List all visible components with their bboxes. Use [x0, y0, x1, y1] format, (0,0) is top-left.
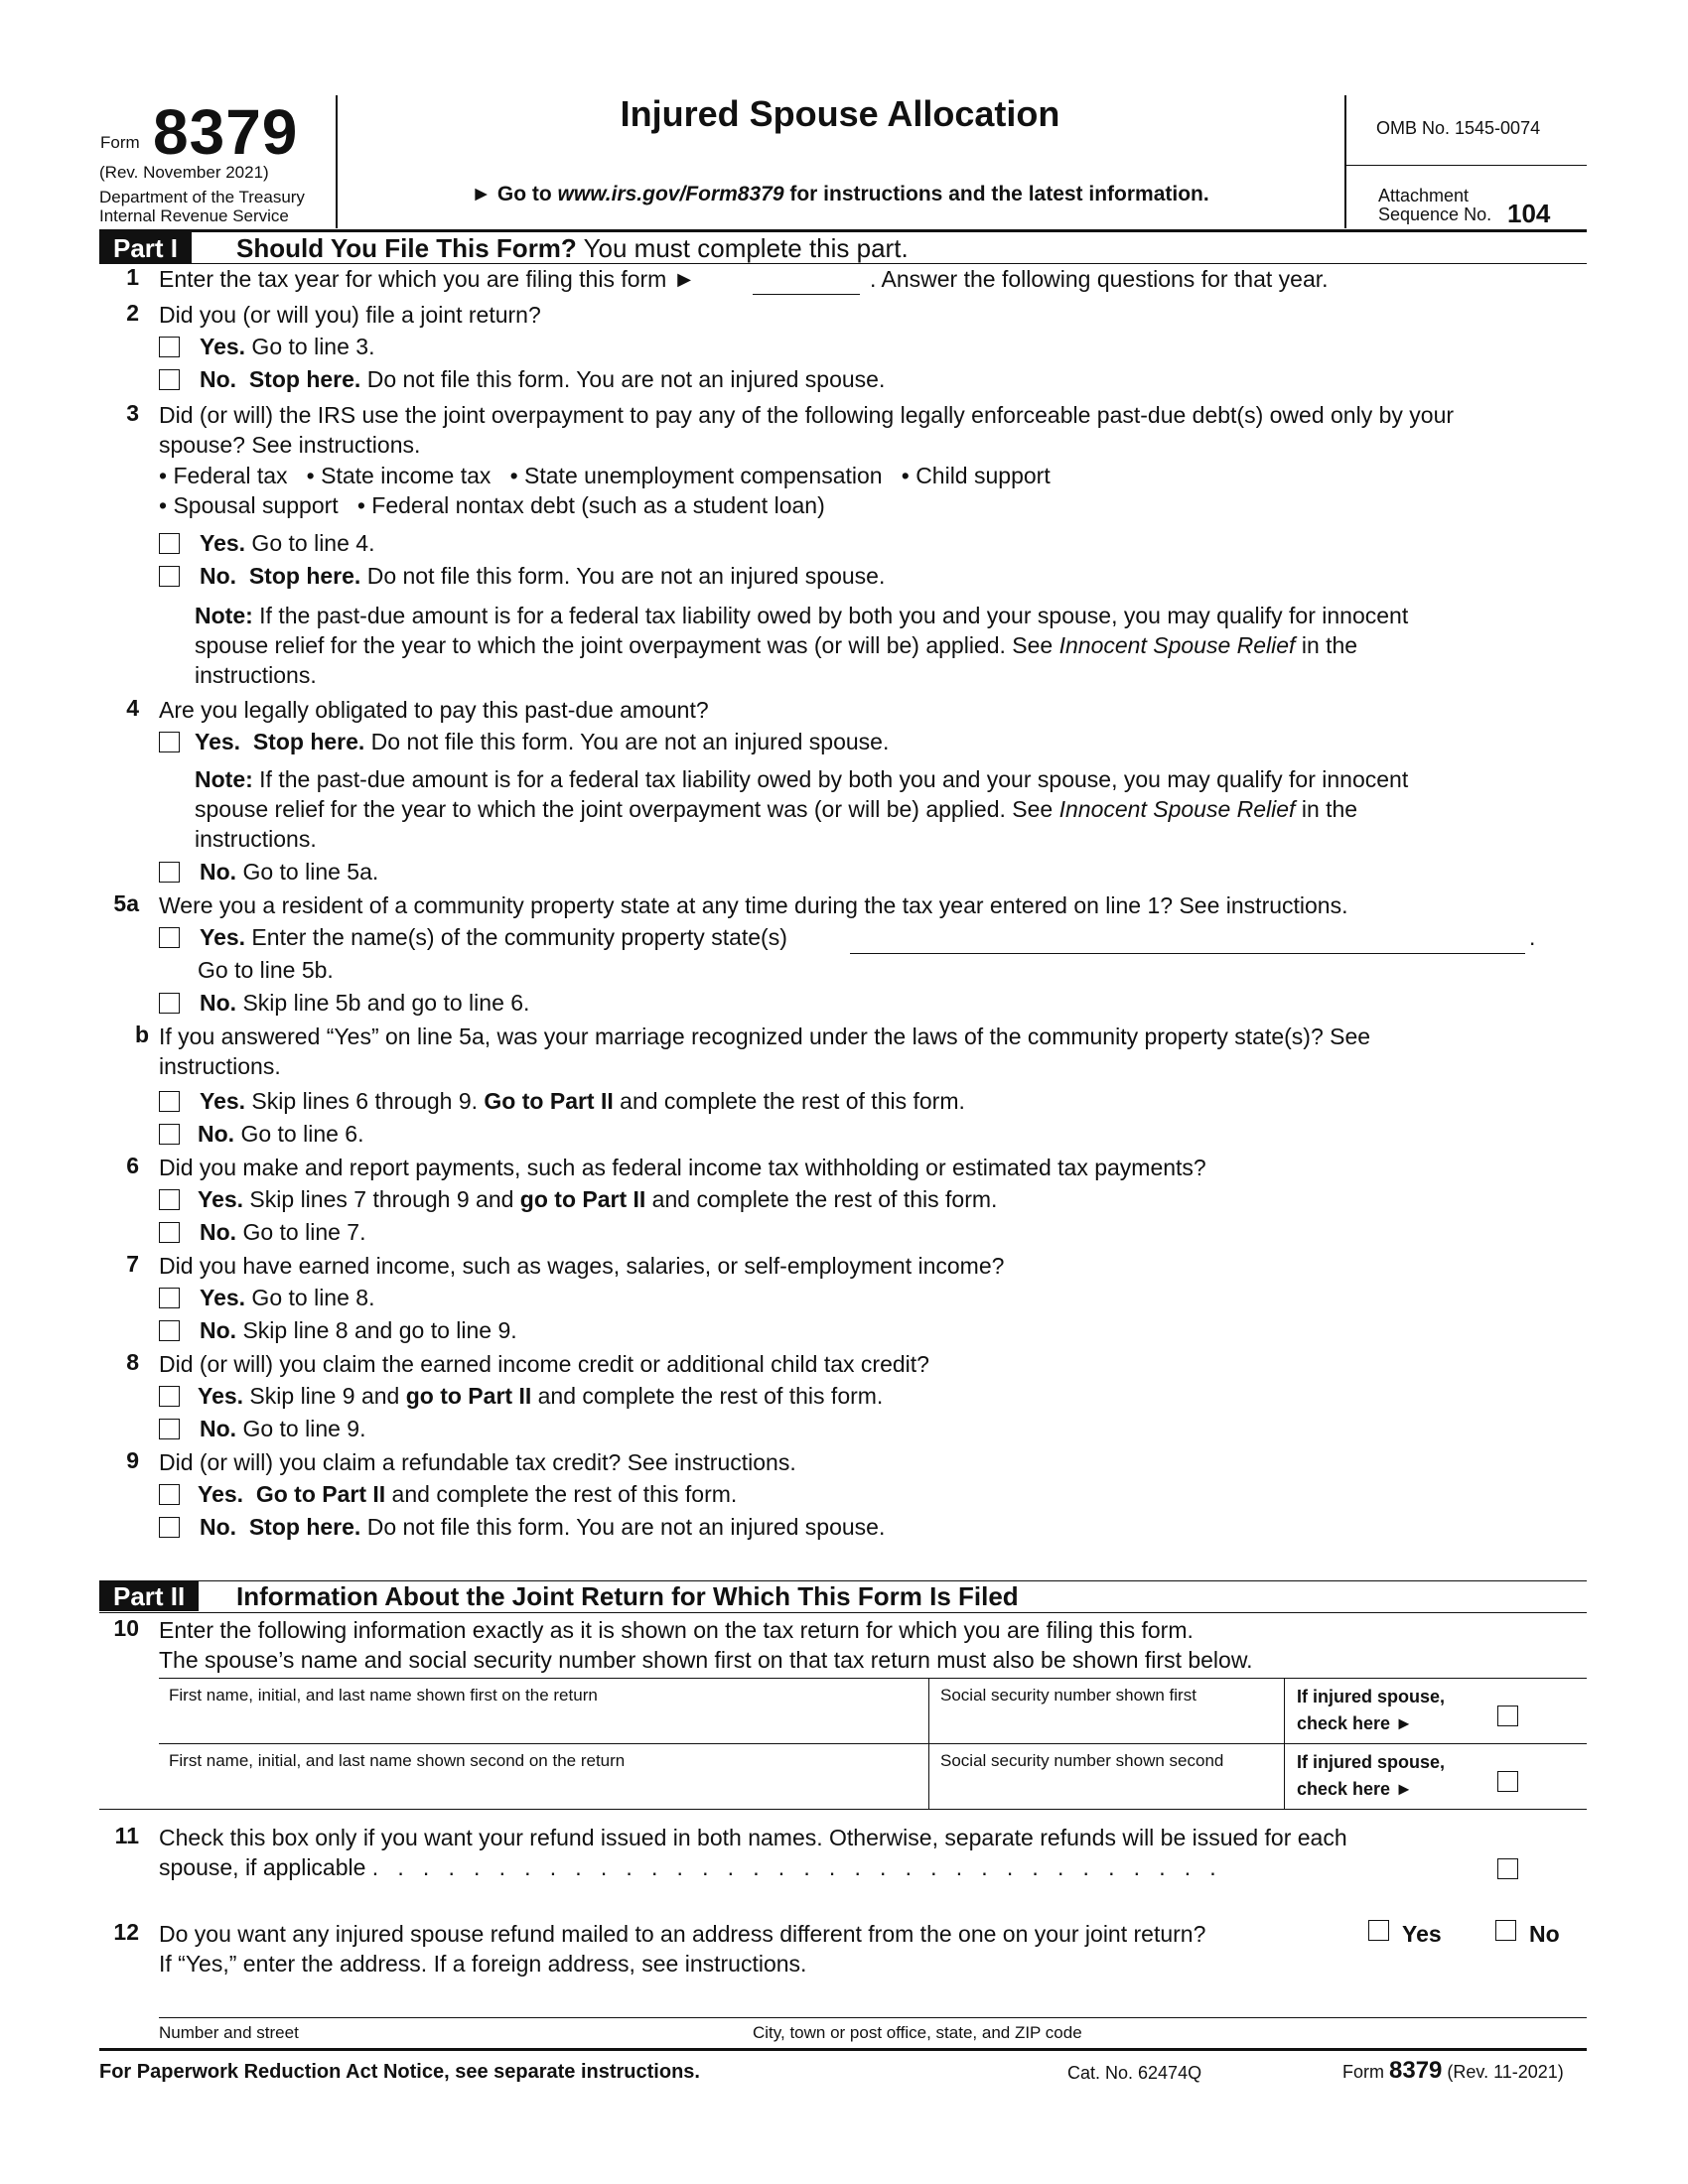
- q7-text: Did you have earned income, such as wages, salaries, or self-employment income?: [159, 1253, 1005, 1279]
- row1-ssn-label: Social security number shown first: [940, 1686, 1196, 1705]
- q12-text-line1: Do you want any injured spouse refund mailed to an address different from the one on your joint return?: [159, 1921, 1206, 1947]
- q6-yes-label: Yes. Skip lines 7 through 9 and go to Part II and complete the rest of this form.: [198, 1186, 998, 1212]
- first-spouse-ssn-input[interactable]: [940, 1709, 1278, 1741]
- q4-no-checkbox[interactable]: [159, 862, 180, 883]
- q3-note-line2: spouse relief for the year to which the joint overpayment was (or will be) applied. See Innocent Spouse Relief in the: [195, 632, 1358, 658]
- q7-yes-label: Yes. Go to line 8.: [200, 1285, 375, 1310]
- footer-rule: [99, 2048, 1587, 2051]
- q7-no-checkbox[interactable]: [159, 1320, 180, 1341]
- q6-text: Did you make and report payments, such as federal income tax withholding or estimated tax payments?: [159, 1155, 1206, 1180]
- q9-yes-label: Yes. Go to Part II and complete the rest of this form.: [198, 1481, 738, 1507]
- city-state-zip-input[interactable]: [753, 1985, 1571, 2017]
- footer-form-id: Form 8379 (Rev. 11-2021): [1342, 2057, 1564, 2084]
- catalog-number: Cat. No. 62474Q: [1067, 2063, 1202, 2083]
- q3-debt-list-2: • Spousal support • Federal nontax debt (such as a student loan): [159, 492, 825, 518]
- q1-text: Enter the tax year for which you are filing this form ►: [159, 266, 696, 292]
- q5a-yes-checkbox[interactable]: [159, 927, 180, 948]
- q8-number: 8: [126, 1349, 139, 1375]
- part1-title: [236, 232, 909, 264]
- q2-no-label: No. Stop here. Do not file this form. You are not an injured spouse.: [200, 366, 886, 392]
- q10-table-top-rule: [159, 1678, 1587, 1679]
- q4-no-label: No. Go to line 5a.: [200, 859, 379, 885]
- q2-yes-checkbox[interactable]: [159, 337, 180, 357]
- row1-injured-label: If injured spouse, check here ►: [1297, 1687, 1446, 1733]
- sequence-number: 104: [1507, 199, 1551, 228]
- row1-name-label: First name, initial, and last name shown first on the return: [169, 1686, 598, 1705]
- q7-yes-checkbox[interactable]: [159, 1288, 180, 1308]
- second-spouse-injured-checkbox[interactable]: [1497, 1771, 1518, 1792]
- second-spouse-ssn-input[interactable]: [940, 1775, 1278, 1807]
- street-address-input[interactable]: [159, 1985, 739, 2017]
- q2-yes-label: Yes. Go to line 3.: [200, 334, 375, 359]
- q12-text-line2: If “Yes,” enter the address. If a foreign address, see instructions.: [159, 1951, 807, 1977]
- q6-no-label: No. Go to line 7.: [200, 1219, 366, 1245]
- q11-number: 11: [114, 1823, 139, 1848]
- q10-col-divider-1: [928, 1678, 929, 1809]
- q12-yes-checkbox[interactable]: [1368, 1920, 1389, 1941]
- q12-no-checkbox[interactable]: [1495, 1920, 1516, 1941]
- q4-text: Are you legally obligated to pay this past-due amount?: [159, 697, 709, 723]
- form-word: Form: [100, 133, 140, 152]
- form-title: Injured Spouse Allocation: [620, 93, 1060, 134]
- q3-text-line1: Did (or will) the IRS use the joint overpayment to pay any of the following legally enforceable past-due debt(s) owed only by your: [159, 402, 1455, 428]
- q3-text-line2: spouse? See instructions.: [159, 432, 421, 458]
- q5a-no-checkbox[interactable]: [159, 993, 180, 1014]
- q5a-text: Were you a resident of a community property state at any time during the tax year entered on line 1? See instructions.: [159, 892, 1348, 918]
- q4-yes-label: Yes. Stop here. Do not file this form. You are not an injured spouse.: [195, 729, 890, 754]
- q10-text-line2: The spouse’s name and social security number shown first on that tax return must also be shown first below.: [159, 1647, 1253, 1673]
- q6-no-checkbox[interactable]: [159, 1222, 180, 1243]
- q3-yes-label: Yes. Go to line 4.: [200, 530, 375, 556]
- q11-leader-dots: . . . . . . . . . . . . . . . . . . . . . . . . . . . . . . . . . .: [365, 1854, 1216, 1880]
- attachment-label: Attachment: [1378, 186, 1470, 205]
- q10-table-bottom-rule: [99, 1809, 1587, 1810]
- q5b-text-line1: If you answered “Yes” on line 5a, was your marriage recognized under the laws of the community property state(s)? See: [159, 1024, 1371, 1049]
- header-divider-right: [1344, 95, 1346, 228]
- q4-note-line1: Note: If the past-due amount is for a federal tax liability owed by both you and your spouse, you may qualify for innocent: [195, 766, 1409, 792]
- tax-year-underline: [753, 294, 860, 295]
- q12-yes-label: Yes: [1402, 1921, 1442, 1947]
- q8-yes-label: Yes. Skip line 9 and go to Part II and complete the rest of this form.: [198, 1383, 884, 1409]
- q5b-text-line2: instructions.: [159, 1053, 281, 1079]
- tax-year-input[interactable]: [753, 264, 864, 294]
- q4-number: 4: [126, 695, 139, 721]
- q5b-number: b: [134, 1022, 149, 1047]
- row2-name-label: First name, initial, and last name shown second on the return: [169, 1751, 626, 1770]
- q6-number: 6: [126, 1153, 139, 1178]
- department-line: Department of the Treasury: [99, 188, 305, 206]
- refund-both-names-checkbox[interactable]: [1497, 1858, 1518, 1879]
- q8-text: Did (or will) you claim the earned income credit or additional child tax credit?: [159, 1351, 929, 1377]
- q5b-no-checkbox[interactable]: [159, 1124, 180, 1145]
- community-property-state-underline: [850, 953, 1525, 954]
- q3-no-checkbox[interactable]: [159, 566, 180, 587]
- second-spouse-name-input[interactable]: [169, 1775, 922, 1807]
- omb-divider: [1344, 165, 1587, 166]
- sequence-label: Sequence No.: [1378, 205, 1492, 224]
- row2-injured-label: If injured spouse, check here ►: [1297, 1752, 1446, 1799]
- part1-title-bold: Should You File This Form?: [236, 233, 577, 263]
- q5a-yes-label: Yes. Enter the name(s) of the community property state(s): [200, 924, 787, 950]
- part2-title: Information About the Joint Return for Which This Form Is Filed: [236, 1581, 1019, 1611]
- city-label: City, town or post office, state, and ZIP code: [753, 2023, 1082, 2042]
- q2-text: Did you (or will you) file a joint return?: [159, 302, 541, 328]
- q4-yes-checkbox[interactable]: [159, 732, 180, 752]
- goto-suffix: for instructions and the latest information.: [783, 183, 1209, 205]
- q7-number: 7: [126, 1251, 139, 1277]
- row2-ssn-label: Social security number shown second: [940, 1751, 1224, 1770]
- irs-url-link[interactable]: www.irs.gov/Form8379: [557, 183, 784, 205]
- omb-number: OMB No. 1545-0074: [1376, 118, 1541, 138]
- q2-no-checkbox[interactable]: [159, 369, 180, 390]
- q9-yes-checkbox[interactable]: [159, 1484, 180, 1505]
- part2-rule: [99, 1612, 1587, 1613]
- q5b-no-label: No. Go to line 6.: [198, 1121, 364, 1147]
- instructions-link-line: [336, 183, 1344, 206]
- q5a-period: .: [1529, 924, 1536, 950]
- goto-prefix: ► Go to: [471, 183, 558, 205]
- q4-note-line3: instructions.: [195, 826, 317, 852]
- q5a-yes-goto: Go to line 5b.: [198, 957, 334, 983]
- part1-badge: Part I: [99, 232, 192, 264]
- q8-no-checkbox[interactable]: [159, 1419, 180, 1439]
- q5a-number: 5a: [113, 890, 139, 916]
- q1-suffix: . Answer the following questions for that year.: [870, 266, 1329, 292]
- form-revision: (Rev. November 2021): [99, 163, 269, 182]
- q3-number: 3: [126, 400, 139, 426]
- q12-no-label: No: [1529, 1921, 1560, 1947]
- first-spouse-injured-checkbox[interactable]: [1497, 1706, 1518, 1726]
- q11-text-line2: spouse, if applicable . . . . . . . . . . . . . . . . . . . . . . . . . . . . . . . . . .: [159, 1854, 1216, 1880]
- q12-number: 12: [113, 1919, 139, 1945]
- q11-text-line1: Check this box only if you want your refund issued in both names. Otherwise, separate refunds will be issued for each: [159, 1825, 1347, 1850]
- q5a-no-label: No. Skip line 5b and go to line 6.: [200, 990, 530, 1016]
- q3-no-label: No. Stop here. Do not file this form. You are not an injured spouse.: [200, 563, 886, 589]
- address-rule: [159, 2017, 1587, 2018]
- service-line: Internal Revenue Service: [99, 206, 289, 225]
- q9-no-checkbox[interactable]: [159, 1517, 180, 1538]
- q9-no-label: No. Stop here. Do not file this form. You are not an injured spouse.: [200, 1514, 886, 1540]
- q6-yes-checkbox[interactable]: [159, 1189, 180, 1210]
- q3-debt-list-1: • Federal tax • State income tax • State unemployment compensation • Child support: [159, 463, 1051, 488]
- q1-number: 1: [126, 264, 139, 290]
- street-label: Number and street: [159, 2023, 299, 2042]
- q10-text-line1: Enter the following information exactly as it is shown on the tax return for which you are filing this form.: [159, 1617, 1194, 1643]
- paperwork-notice: For Paperwork Reduction Act Notice, see separate instructions.: [99, 2061, 700, 2083]
- q5b-yes-label: Yes. Skip lines 6 through 9. Go to Part II and complete the rest of this form.: [200, 1088, 965, 1114]
- q8-no-label: No. Go to line 9.: [200, 1416, 366, 1441]
- q10-col-divider-2: [1284, 1678, 1285, 1809]
- form-number: 8379: [153, 96, 299, 168]
- q5b-yes-checkbox[interactable]: [159, 1091, 180, 1112]
- q2-number: 2: [126, 300, 139, 326]
- q3-yes-checkbox[interactable]: [159, 533, 180, 554]
- first-spouse-name-input[interactable]: [169, 1709, 922, 1741]
- community-property-state-input[interactable]: [850, 922, 1529, 952]
- q3-note-line1: Note: If the past-due amount is for a federal tax liability owed by both you and your spouse, you may qualify for innocent: [195, 603, 1409, 628]
- q9-number: 9: [126, 1447, 139, 1473]
- q4-note-line2: spouse relief for the year to which the joint overpayment was (or will be) applied. See Innocent Spouse Relief in the: [195, 796, 1358, 822]
- q7-no-label: No. Skip line 8 and go to line 9.: [200, 1317, 517, 1343]
- part2-badge: Part II: [99, 1581, 199, 1611]
- q8-yes-checkbox[interactable]: [159, 1386, 180, 1407]
- part1-title-rest: You must complete this part.: [576, 233, 909, 263]
- q10-number: 10: [113, 1615, 139, 1641]
- q10-table-mid-rule: [159, 1743, 1587, 1744]
- q3-note-line3: instructions.: [195, 662, 317, 688]
- q9-text: Did (or will) you claim a refundable tax credit? See instructions.: [159, 1449, 796, 1475]
